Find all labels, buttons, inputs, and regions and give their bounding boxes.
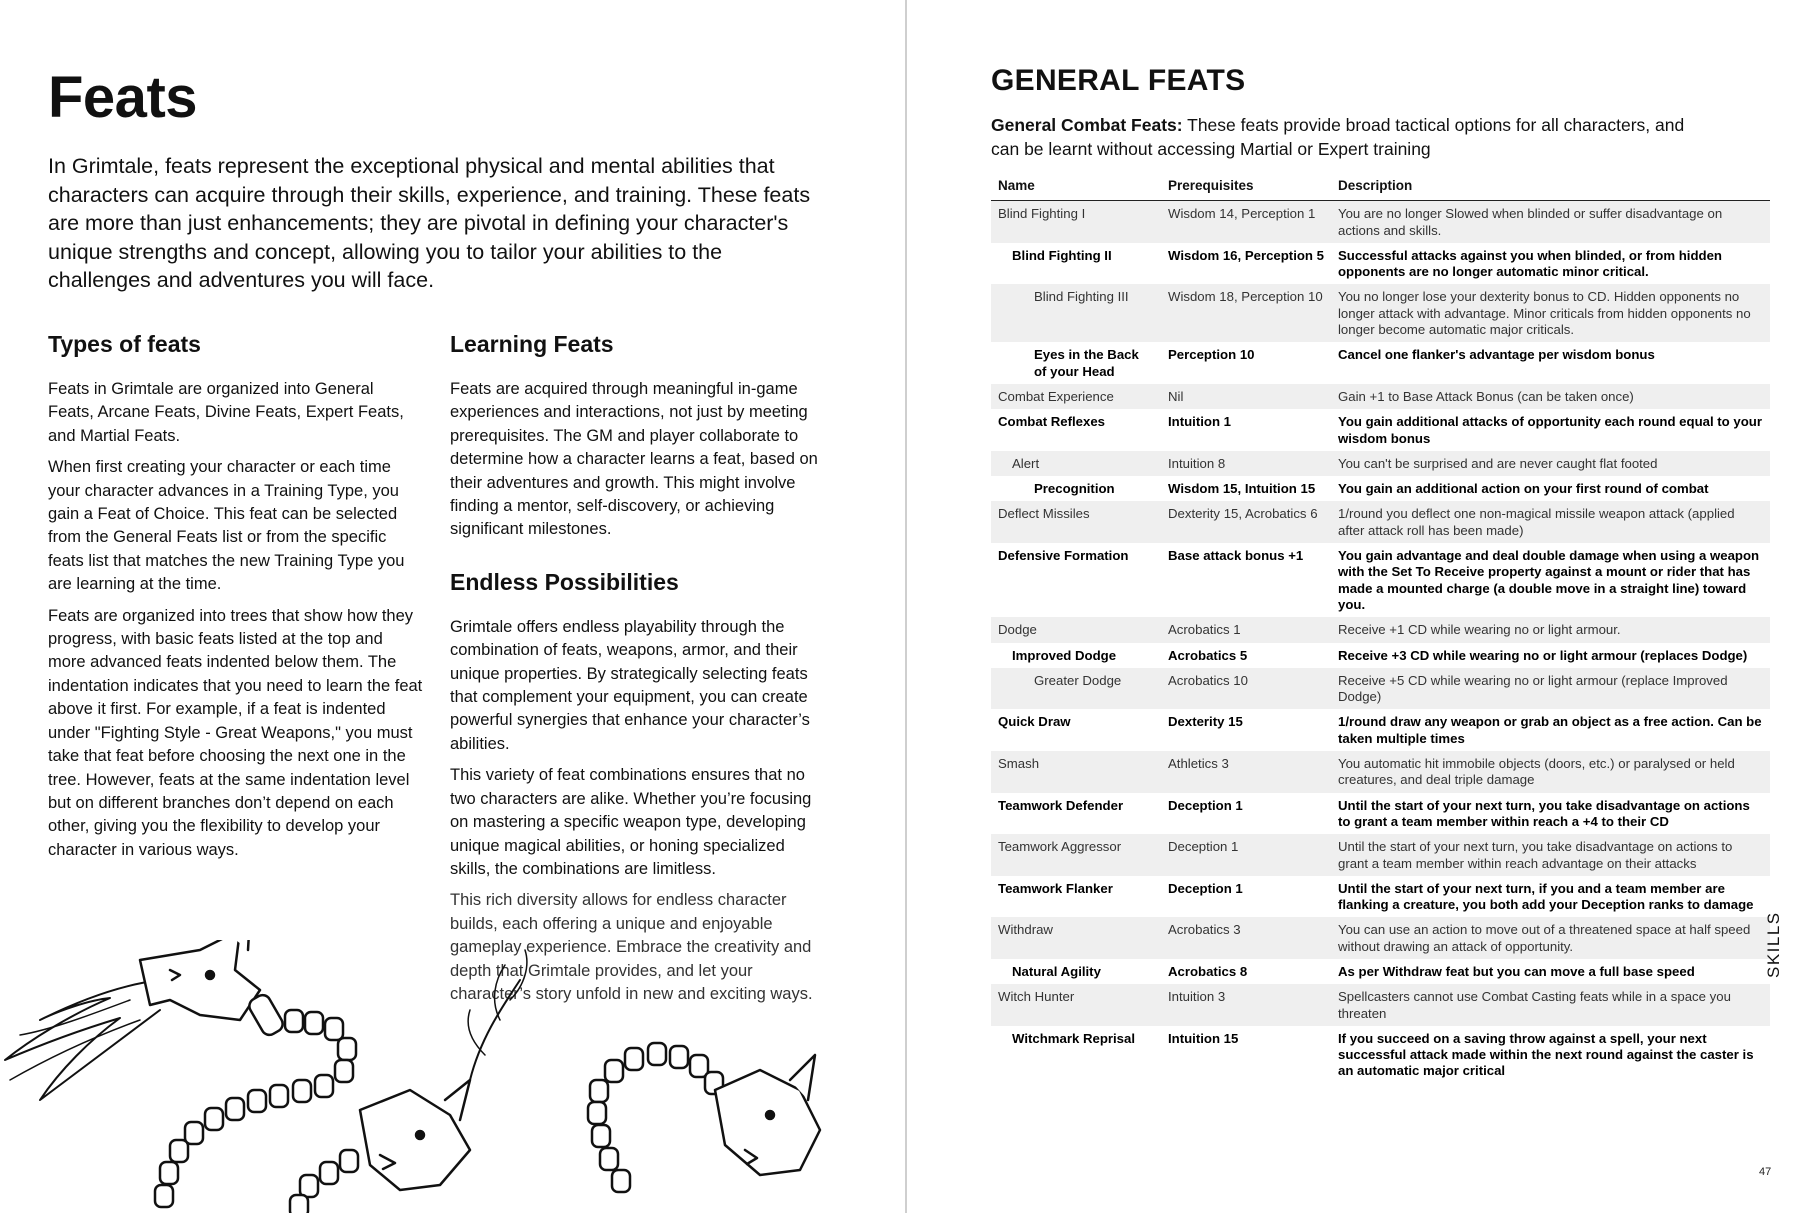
table-row <box>991 617 1770 642</box>
feat-description: Successful attacks against you when blinded, or from hidden opponents are no longer automatic minor critical. <box>1338 247 1722 280</box>
feat-prerequisites: Base attack bonus +1 <box>1168 548 1304 564</box>
feat-description: Gain +1 to Base Attack Bonus (can be taken once) <box>1331 384 1770 409</box>
feat-prerequisites: Dexterity 15 <box>1168 714 1243 730</box>
feat-name: Improved Dodge <box>1012 647 1117 663</box>
table-row <box>991 451 1770 476</box>
right-page <box>907 0 1809 1213</box>
feat-name: Dodge <box>991 617 1161 642</box>
feat-prerequisites: Dexterity 15, Acrobatics 6 <box>1161 501 1331 543</box>
general-feats-title: GENERAL FEATS <box>991 64 1246 97</box>
feat-prerequisites: Wisdom 14, Perception 1 <box>1161 201 1331 243</box>
feat-name: Defensive Formation <box>998 548 1129 564</box>
feat-name: Witchmark Reprisal <box>1012 1030 1136 1046</box>
dragon-illustration <box>0 940 906 1213</box>
feat-prerequisites: Acrobatics 8 <box>1168 963 1248 979</box>
feat-name: Withdraw <box>991 917 1161 959</box>
table-row <box>991 1026 1770 1084</box>
table-row <box>991 476 1770 501</box>
table-row <box>991 243 1770 285</box>
header-prerequisites: Prerequisites <box>1161 176 1331 201</box>
feat-description: You can use an action to move out of a threatened space at half speed without drawing an attack of opportunity. <box>1331 917 1770 959</box>
table-row <box>991 984 1770 1026</box>
feat-description: Receive +5 CD while wearing no or light armour (replace Improved Dodge) <box>1331 668 1770 710</box>
page-number: 47 <box>1759 1166 1772 1178</box>
feat-prerequisites: Wisdom 18, Perception 10 <box>1161 284 1331 342</box>
feat-prerequisites: Intuition 3 <box>1161 984 1331 1026</box>
table-row <box>991 668 1770 710</box>
feat-prerequisites: Acrobatics 3 <box>1161 917 1331 959</box>
table-row <box>991 709 1770 751</box>
feat-name: Teamwork Aggressor <box>991 834 1161 876</box>
feat-name: Eyes in the Back of your Head <box>1034 347 1139 379</box>
table-row <box>991 501 1770 543</box>
table-row <box>991 384 1770 409</box>
types-column <box>48 330 423 870</box>
feat-prerequisites: Intuition 1 <box>1168 414 1231 430</box>
feat-prerequisites: Intuition 8 <box>1161 451 1331 476</box>
side-section-tab: SKILLS <box>1764 911 1783 978</box>
learning-heading: Learning Feats <box>450 331 614 357</box>
table-row <box>991 409 1770 451</box>
table-row <box>991 917 1770 959</box>
table-row <box>991 543 1770 617</box>
feat-description: You can't be surprised and are never caught flat footed <box>1331 451 1770 476</box>
feat-prerequisites: Athletics 3 <box>1161 751 1331 793</box>
feats-table <box>991 176 1770 1084</box>
feat-description: You are no longer Slowed when blinded or suffer disadvantage on actions and skills. <box>1331 201 1770 243</box>
feat-prerequisites: Nil <box>1161 384 1331 409</box>
types-paragraph-1: Feats in Grimtale are organized into General Feats, Arcane Feats, Divine Feats, Expert Feats, and Martial Feats. <box>48 380 404 445</box>
lead-text: These feats provide broad tactical options for all characters, and can be learnt without accessing Martial or Expert training <box>991 115 1685 159</box>
feat-prerequisites: Acrobatics 10 <box>1161 668 1331 710</box>
feat-description: 1/round you deflect one non-magical missile weapon attack (applied after attack roll has been made) <box>1331 501 1770 543</box>
feat-description: Until the start of your next turn, you take disadvantage on actions to grant a team member within reach a +4 to their CD <box>1338 797 1750 829</box>
feat-prerequisites: Deception 1 <box>1168 880 1243 896</box>
types-paragraph-2: When first creating your character or each time your character advances in a Training Type, you gain a Feat of Choice. This feat can be selected from the General Feats list or from the specific feats list that matches the new Training Type you are learning at the time. <box>48 458 405 594</box>
types-heading: Types of feats <box>48 331 201 357</box>
table-row <box>991 643 1770 668</box>
feat-name: Blind Fighting III <box>991 284 1161 342</box>
types-paragraph-3: Feats are organized into trees that show how they progress, with basic feats listed at the top and more advanced feats indented below them. The indentation indicates that you need to learn the feat above it first. For example, if a feat is indented under "Fighting Style - Great Weapons," you must take that feat before choosing the next one in the tree. However, feats at the same indentation level but on different branches don’t depend on each other, giving you the flexibility to develop your character in various ways. <box>48 606 423 859</box>
feat-description: You no longer lose your dexterity bonus to CD. Hidden opponents no longer attack with advantage. Minor criticals from hidden opponents no longer become automatic major criticals. <box>1331 284 1770 342</box>
feat-prerequisites: Acrobatics 5 <box>1168 647 1248 663</box>
feat-name: Greater Dodge <box>991 668 1161 710</box>
feat-name: Quick Draw <box>998 714 1071 730</box>
table-row <box>991 793 1770 835</box>
feat-prerequisites: Deception 1 <box>1161 834 1331 876</box>
intro-paragraph: In Grimtale, feats represent the exceptional physical and mental abilities that characters can acquire through their skills, experience, and training. These feats are more than just enhancements; they are pivotal in defining your character's unique strengths and concept, allowing you to tailor your abilities to the challenges and adventures you will face. <box>48 154 811 292</box>
feat-description: Cancel one flanker's advantage per wisdom bonus <box>1338 347 1655 363</box>
feat-name: Blind Fighting II <box>1012 247 1112 263</box>
feat-name: Combat Reflexes <box>998 414 1106 430</box>
table-row <box>991 876 1770 918</box>
endless-paragraph-2: This variety of feat combinations ensures that no two characters are alike. Whether you’re focusing on mastering a specific weapon type, developing unique magical abilities, or honing specialized skills, the combinations are limitless. <box>450 766 812 878</box>
endless-paragraph-3: This rich diversity allows for endless character builds, each offering a unique and enjoyable gameplay experience. Embrace the creativity and depth that Grimtale provides, and let your character’s story unfold in new and exciting ways. <box>450 891 813 1003</box>
feat-description: You gain an additional action on your first round of combat <box>1338 481 1709 497</box>
feat-description: You gain advantage and deal double damage when using a weapon with the Set To Receive property against a mount or rider that has made a mounted charge (a double move in a straight line) toward you. <box>1338 548 1760 612</box>
feat-name: Smash <box>991 751 1161 793</box>
table-row <box>991 284 1770 342</box>
feat-name: Blind Fighting I <box>991 201 1161 243</box>
feat-description: Receive +1 CD while wearing no or light armour. <box>1331 617 1770 642</box>
feat-description: Spellcasters cannot use Combat Casting feats while in a space you threaten <box>1331 984 1770 1026</box>
table-row <box>991 834 1770 876</box>
lead-label: General Combat Feats: <box>991 115 1183 135</box>
table-row <box>991 201 1770 243</box>
endless-paragraph-1: Grimtale offers endless playability through the combination of feats, weapons, armor, and their unique properties. By strategically selecting feats that complement your equipment, you can create powerful synergies that enhance your character’s abilities. <box>450 617 810 753</box>
table-row <box>991 751 1770 793</box>
feat-name: Witch Hunter <box>991 984 1161 1026</box>
feat-name: Alert <box>991 451 1161 476</box>
feat-description: Until the start of your next turn, if you and a team member are flanking a creature, you both add your Deception ranks to damage <box>1338 880 1754 913</box>
feat-description: 1/round draw any weapon or grab an object as a free action. Can be taken multiple times <box>1338 714 1762 746</box>
feat-description: You automatic hit immobile objects (doors, etc.) or paralysed or held creatures, and deal triple damage <box>1331 751 1770 793</box>
header-description: Description <box>1331 176 1770 201</box>
header-name: Name <box>991 176 1161 201</box>
feat-name: Teamwork Defender <box>998 797 1124 813</box>
table-row <box>991 959 1770 984</box>
feat-prerequisites: Deception 1 <box>1168 797 1243 813</box>
feat-prerequisites: Intuition 15 <box>1168 1030 1239 1046</box>
feat-description: As per Withdraw feat but you can move a full base speed <box>1338 963 1695 979</box>
feat-prerequisites: Perception 10 <box>1168 347 1255 363</box>
feat-name: Combat Experience <box>991 384 1161 409</box>
learning-paragraph: Feats are acquired through meaningful in-game experiences and interactions, not just by meeting prerequisites. The GM and player collaborate to determine how a character learns a feat, based on their adventures and growth. This might involve finding a mentor, self-discovery, or achieving significant milestones. <box>450 380 818 539</box>
feat-prerequisites: Wisdom 15, Intuition 15 <box>1168 481 1316 497</box>
feat-description: Until the start of your next turn, you take disadvantage on actions to grant a team member within reach advantage on their attacks <box>1331 834 1770 876</box>
table-header-row <box>991 176 1770 201</box>
learning-column <box>450 330 828 1014</box>
table-row <box>991 342 1770 384</box>
feat-prerequisites: Acrobatics 1 <box>1161 617 1331 642</box>
endless-heading: Endless Possibilities <box>450 568 679 595</box>
feat-name: Deflect Missiles <box>991 501 1161 543</box>
feat-name: Natural Agility <box>1012 963 1101 979</box>
feat-prerequisites: Wisdom 16, Perception 5 <box>1168 247 1324 263</box>
feat-description: Receive +3 CD while wearing no or light armour (replaces Dodge) <box>1338 647 1748 663</box>
feat-name: Precognition <box>1034 481 1115 497</box>
feat-description: You gain additional attacks of opportunity each round equal to your wisdom bonus <box>1338 414 1762 446</box>
feat-name: Teamwork Flanker <box>998 880 1113 896</box>
general-feats-lead <box>991 114 1691 161</box>
feat-description: If you succeed on a saving throw against a spell, your next successful attack made within the next round against the caster is an automatic major critical <box>1338 1030 1754 1079</box>
page-title: Feats <box>48 65 198 130</box>
